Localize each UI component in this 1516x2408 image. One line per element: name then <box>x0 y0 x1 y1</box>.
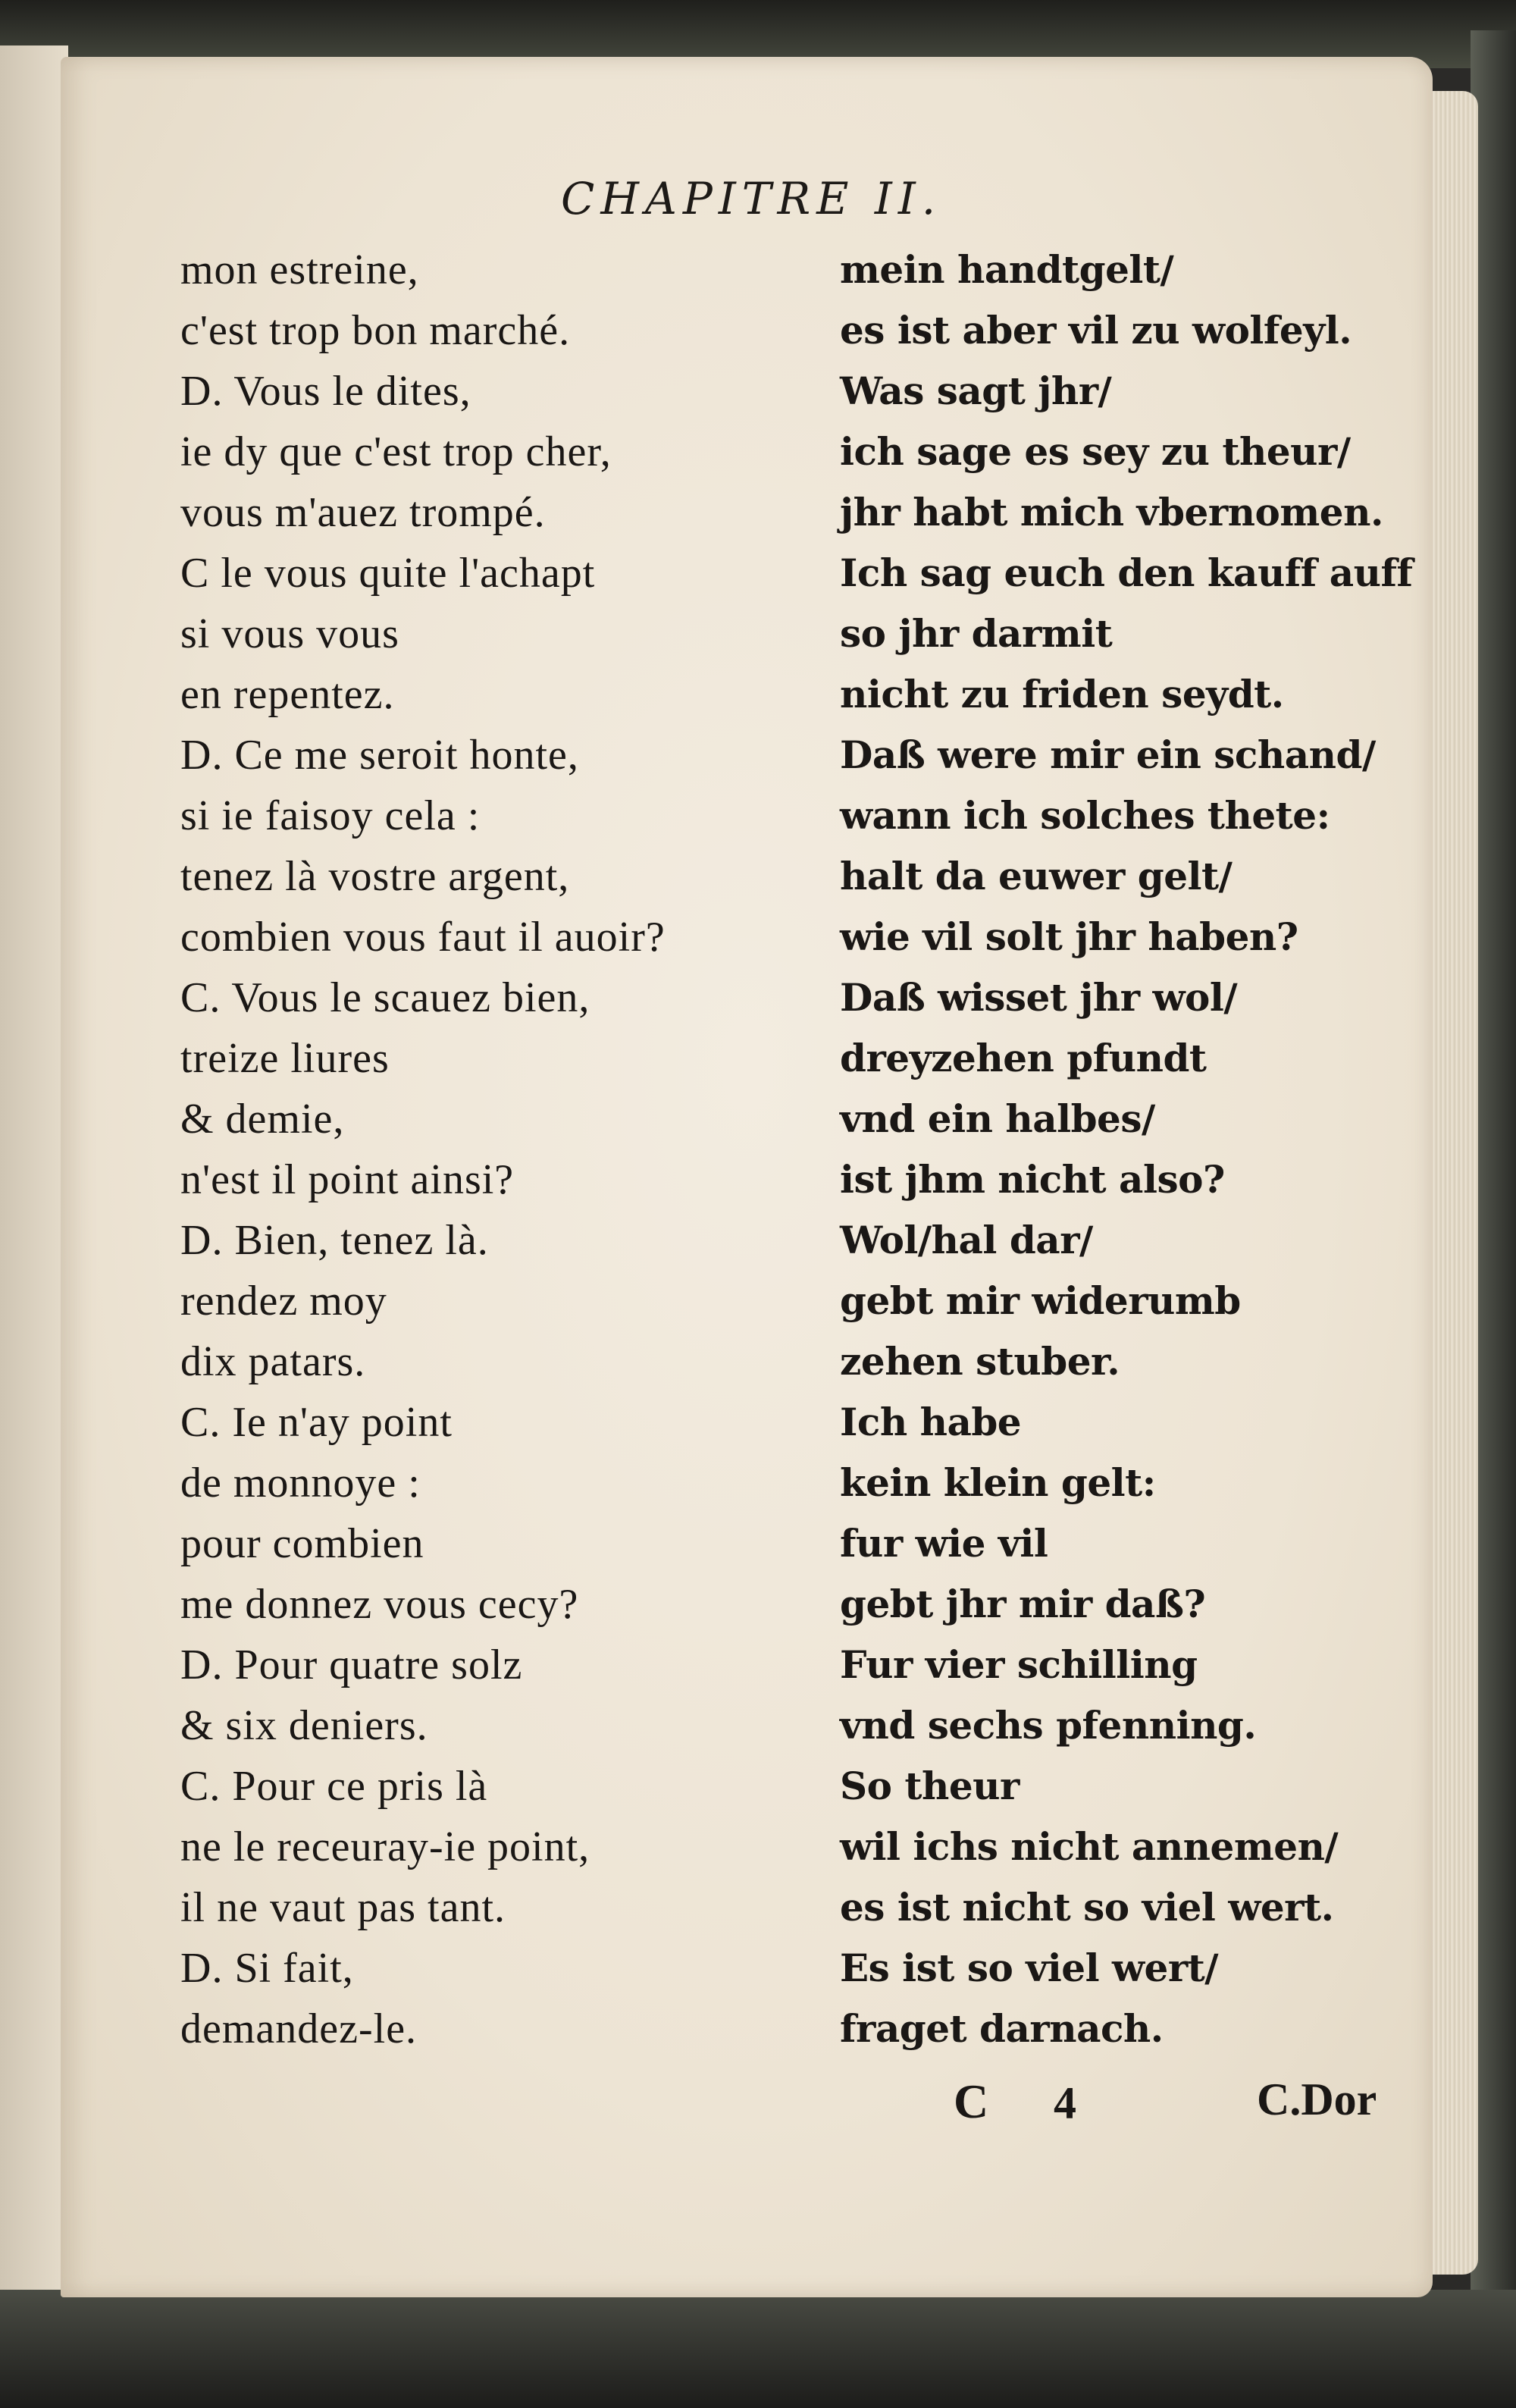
german-line: es ist nicht so viel wert. <box>840 1885 1334 1930</box>
german-line: Fur vier schilling <box>840 1642 1198 1687</box>
running-head: CHAPITRE II. <box>561 173 942 224</box>
german-line: Wol/hal dar/ <box>840 1218 1093 1262</box>
page-edges <box>1425 91 1478 2275</box>
german-line: Was sagt jhr/ <box>840 368 1112 413</box>
german-line: gebt jhr mir daß? <box>840 1582 1206 1626</box>
german-line: Ich habe <box>840 1400 1022 1444</box>
french-line: rendez moy <box>180 1278 387 1325</box>
french-line: mon estreine, <box>180 246 419 293</box>
german-line: nicht zu friden seydt. <box>840 672 1284 716</box>
catchword: C.Dor <box>1257 2074 1377 2124</box>
facing-page-edge <box>0 45 68 2290</box>
french-line: ne le receuray-ie point, <box>180 1823 590 1870</box>
german-line: vnd sechs pfenning. <box>840 1703 1257 1748</box>
french-line: demandez-le. <box>180 2005 418 2052</box>
french-line: D. Vous le dites, <box>180 368 471 415</box>
german-line: Ich sag euch den kauff auff <box>840 550 1413 595</box>
german-line: dreyzehen pfundt <box>840 1036 1207 1080</box>
french-line: de monnoye : <box>180 1460 421 1507</box>
french-line: D. Si fait, <box>180 1945 354 1992</box>
german-line: fur wie vil <box>840 1521 1048 1566</box>
french-line: n'est il point ainsi? <box>180 1156 515 1203</box>
french-line: treize liures <box>180 1035 390 1082</box>
german-line: wie vil solt jhr haben? <box>840 914 1298 959</box>
french-line: combien vous faut il auoir? <box>180 914 666 961</box>
german-line: ist jhm nicht also? <box>840 1157 1225 1202</box>
german-line: ich sage es sey zu theur/ <box>840 429 1351 474</box>
french-line: en repentez. <box>180 671 395 718</box>
signature-mark: C <box>954 2074 989 2128</box>
german-line: vnd ein halbes/ <box>840 1096 1155 1141</box>
german-line: Daß were mir ein schand/ <box>840 732 1376 777</box>
french-line: C. Ie n'ay point <box>180 1399 453 1446</box>
french-line: C. Pour ce pris là <box>180 1763 488 1810</box>
german-line: jhr habt mich vbernomen. <box>840 490 1383 535</box>
french-line: & six deniers. <box>180 1702 428 1749</box>
french-column <box>180 240 666 2059</box>
french-line: vous m'auez trompé. <box>180 489 546 536</box>
german-line: Daß wisset jhr wol/ <box>840 975 1238 1020</box>
german-line: es ist aber vil zu wolfeyl. <box>840 308 1352 353</box>
french-line: C. Vous le scauez bien, <box>180 974 590 1021</box>
french-line: dix patars. <box>180 1338 366 1385</box>
german-line: wann ich solches thete: <box>840 793 1330 838</box>
french-line: tenez là vostre argent, <box>180 853 570 900</box>
german-line: Es ist so viel wert/ <box>840 1946 1219 1990</box>
french-line: si ie faisoy cela : <box>180 792 481 839</box>
french-line: c'est trop bon marché. <box>180 307 571 354</box>
french-line: D. Pour quatre solz <box>180 1641 523 1688</box>
german-line: So theur <box>840 1764 1020 1808</box>
french-line: ie dy que c'est trop cher, <box>180 428 612 475</box>
french-line: D. Bien, tenez là. <box>180 1217 489 1264</box>
german-line: kein klein gelt: <box>840 1460 1156 1505</box>
french-line: D. Ce me seroit honte, <box>180 732 579 779</box>
german-column <box>840 240 1413 2059</box>
german-line: fraget darnach. <box>840 2006 1164 2051</box>
german-line: gebt mir widerumb <box>840 1278 1241 1323</box>
french-line: si vous vous <box>180 610 399 657</box>
french-line: il ne vaut pas tant. <box>180 1884 506 1931</box>
french-line: C le vous quite l'achapt <box>180 550 596 597</box>
german-line: mein handtgelt/ <box>840 247 1174 292</box>
german-line: so jhr darmit <box>840 611 1113 656</box>
french-line: me donnez vous cecy? <box>180 1581 579 1628</box>
page-number: 4 <box>1054 2078 1076 2128</box>
german-line: halt da euwer gelt/ <box>840 854 1233 898</box>
book-cover-bottom <box>0 2290 1516 2408</box>
german-line: wil ichs nicht annemen/ <box>840 1824 1339 1869</box>
french-line: & demie, <box>180 1096 345 1143</box>
french-line: pour combien <box>180 1520 424 1567</box>
german-line: zehen stuber. <box>840 1339 1120 1384</box>
